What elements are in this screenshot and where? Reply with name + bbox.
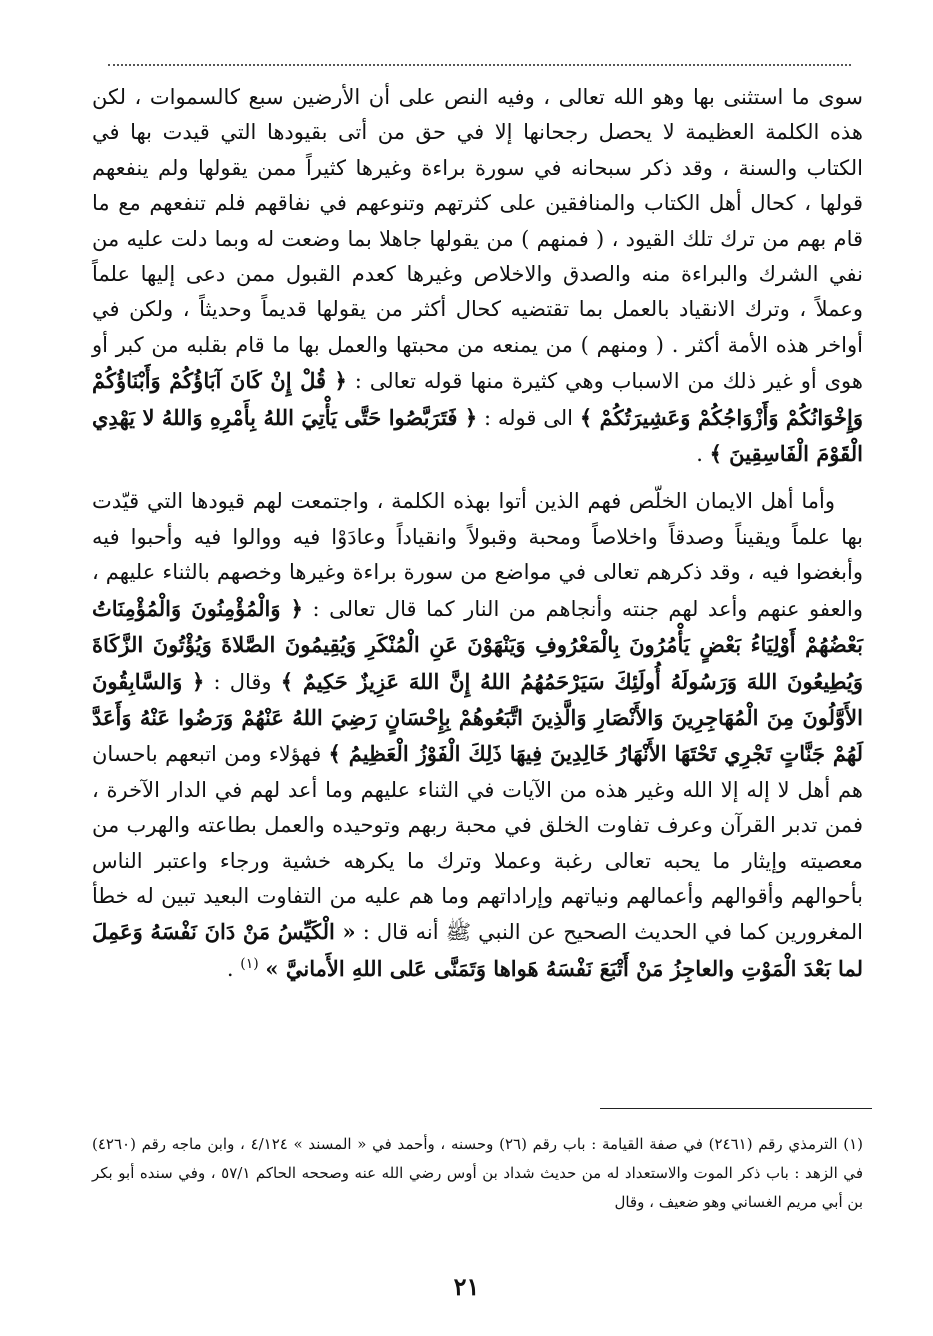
hadith-quote: « الْكَيِّسُ مَنْ دَانَ نَفْسَهُ وَعَمِلَ لما بَعْدَ الْمَوْتِ والعاجِزُ مَنْ أَتْبَعَ نَفْسَهُ هَواها وَتَمَنَّى عَلى اللهِ الأَمانيَّ » [92, 919, 863, 981]
quran-verse-2a: ﴿ وَالْمُؤْمِنُونَ وَالْمُؤْمِنَاتُ بَعْضُهُمْ أَوْلِيَاءُ بَعْضٍ يَأْمُرُونَ بِالْمَعْرُوفِ وَيَنْهَوْنَ عَنِ الْمُنْكَرِ وَيُقِيمُونَ الصَّلاةَ وَيُؤْتُونَ الزَّكَاةَ وَيُطِيعُونَ اللهَ وَرَسُولَهُ أُولَئِكَ سَيَرْحَمُهُمُ اللهُ إِنَّ اللهَ عَزِيزٌ حَكِيمٌ ﴾ [92, 595, 863, 694]
top-dotted-rule [108, 64, 851, 66]
quran-verse-2b: ﴿ وَالسَّابِقُونَ الأَوَّلُونَ مِنَ الْمُهَاجِرِينَ وَالأَنْصَارِ وَالَّذِينَ اتَّبَعُوهُمْ بِإِحْسَانٍ رَضِيَ اللهُ عَنْهُمْ وَرَضُوا عَنْهُ وَأَعَدَّ لَهُمْ جَنَّاتٍ تَجْرِي تَحْتَهَا الأَنْهَارُ خَالِدِينَ فِيهَا ذَلِكَ الْفَوْزُ الْعَظِيمُ ﴾ [92, 668, 863, 767]
paragraph-2-text-a: وأما أهل الايمان الخلّص فهم الذين أتوا بهذه الكلمة ، واجتمعت لهم قيودها التي قيّدت بها علماً ويقيناً وصدقاً واخلاصاً ومحبة وقبولاً وانقياداً وعادَوْا فيه ووالوا فيه وأحبوا فيه وأبغضوا فيه ، وقد ذكرهم تعالى في مواضع من سورة براءة وغيرها وخصهم بالثناء عليهم ، والعفو عنهم وأعد لهم جنته وأنجاهم من النار كما قال تعالى : [92, 489, 863, 621]
paragraph-1-text-b: الى قوله : [484, 405, 574, 430]
paragraph-1-end: . [696, 442, 703, 467]
page-number: ٢١ [453, 1272, 480, 1301]
main-text [92, 80, 863, 987]
paragraph-2-text-c: فهؤلاء ومن اتبعهم باحسان هم أهل لا إله إلا الله وغير هذه من الآيات في الثناء عليهم وما أعد لهم في الدار الآخرة ، فمن تدبر القرآن وعرف تفاوت الخلق في محبة ربهم وتوحيده والعمل بطاعته والهرب من معصيته وإيثار ما يحبه تعالى رغبة وعملا وترك ما يكرهه خشية ورجاء واعتبر الناس بأحوالهم وأقوالهم وأعمالهم ونياتهم وإراداتهم وما هم عليه من التفاوت البعيد تبين له خطأ المغرورين كما في الحديث الصحيح عن النبي ﷺ أنه قال : [92, 742, 863, 945]
paragraph-2-end: . [226, 956, 234, 981]
paragraph-1 [92, 80, 863, 472]
footnote-text: (١) الترمذي رقم (٢٤٦١) في صفة القيامة : باب رقم (٢٦) وحسنه ، وأحمد في « المسند » ٤/١٢٤ ، وابن ماجه رقم (٤٢٦٠) في الزهد : باب ذكر الموت والاستعداد له من حديث شداد بن أوس رضي الله عنه وصححه الحاكم ٥٧/١ ، وفي سنده أبو بكر بن أبي مريم الغساني وهو ضعيف ، وقال [92, 1135, 863, 1211]
paragraph-2-text-b: وقال : [213, 669, 272, 694]
paragraph-2 [92, 484, 863, 987]
paragraph-1-text-a: سوى ما استثنى بها وهو الله تعالى ، وفيه النص على أن الأرضين سبع كالسموات ، لكن هذه الكلمة العظيمة لا يحصل رجحانها إلا في حق من أتى بقيودها التي قيدت بها في الكتاب والسنة ، وقد ذكر سبحانه في سورة براءة وغيرها كثيراً ممن يقولها ولم ينفعهم قولها ، كحال أهل الكتاب والمنافقين على كثرتهم وتنوعهم في نفاقهم فلم تنفعهم مع ما قام بهم من ترك تلك القيود ، ( فمنهم ) من يقولها جاهلا بما وضعت له وبما دلت عليه من نفي الشرك والبراءة منه والصدق والاخلاص وغيرها كعدم القبول ممن دعى إليها علماً وعملاً ، وترك الانقياد بالعمل بما تقتضيه كحال أكثر من يقولها قديماً وحديثاً ، ولكن في أواخر هذه الأمة أكثر . ( ومنهم ) من يمنعه من محبتها والعمل بها ما قام بقلبه من كبر أو هوى أو غير ذلك من الاسباب وهي كثيرة منها قوله تعالى : [92, 85, 863, 394]
footnote-separator [600, 1108, 872, 1109]
quran-verse-1a: ﴿ قُلْ إِنْ كَانَ آبَاؤُكُمْ وَأَبْنَاؤُكُمْ وَإِخْوَانُكُمْ وَأَزْوَاجُكُمْ وَعَشِيرَتُكُمْ ﴾ [92, 368, 863, 430]
quran-verse-1b: ﴿ فَتَرَبَّصُوا حَتَّى يَأْتِيَ اللهُ بِأَمْرِهِ وَاللهُ لا يَهْدِي الْقَوْمَ الْفَاسِقِينَ ﴾ [92, 404, 863, 467]
footnote [92, 1130, 863, 1217]
footnote-marker[interactable]: (١) [240, 955, 259, 972]
